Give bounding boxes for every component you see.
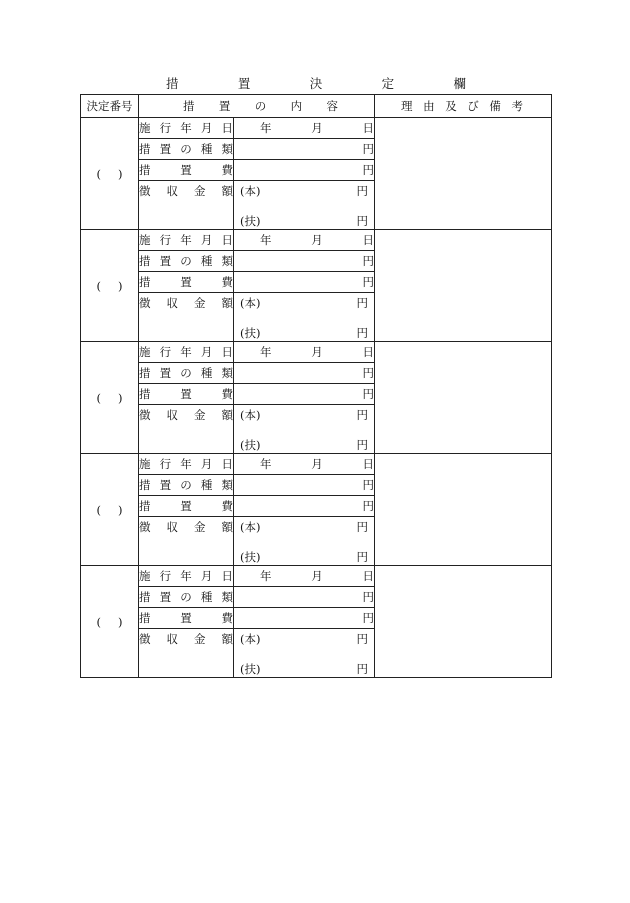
label-enforcement-date: 施 行 年 月 日: [139, 118, 234, 139]
month-unit: 月: [311, 121, 323, 135]
value-enforcement-date[interactable]: [234, 566, 375, 587]
header-char: 容: [326, 99, 338, 113]
label-collection-amount: 徴 収 金 額: [139, 405, 234, 454]
label-measure-type: 措 置 の 種 類: [139, 587, 234, 608]
day-unit: 日: [362, 345, 374, 359]
label-measure-cost: 措 置 費: [139, 272, 234, 293]
decision-number-parens: ( ): [96, 278, 123, 293]
title-char: 置: [237, 76, 251, 91]
header-char: 理: [401, 99, 413, 113]
year-unit: 年: [260, 121, 272, 135]
label-measure-type: 措 置 の 種 類: [139, 139, 234, 160]
reason-remarks-cell[interactable]: [375, 566, 552, 678]
decision-number-parens: ( ): [96, 390, 123, 405]
row-date: [81, 566, 552, 587]
support-label: (扶): [240, 550, 261, 564]
month-unit: 月: [311, 233, 323, 247]
value-collection-amount[interactable]: (本) 円 (扶) 円: [234, 629, 375, 678]
value-collection-amount[interactable]: (本) 円 (扶) 円: [234, 181, 375, 230]
decision-number-parens: ( ): [96, 502, 123, 517]
header-char: 置: [218, 99, 231, 113]
label-collection-amount: 徴 収 金 額: [139, 181, 234, 230]
label-collection-amount: 徴 収 金 額: [139, 293, 234, 342]
label-enforcement-date: 施 行 年 月 日: [139, 342, 234, 363]
value-measure-cost[interactable]: 円: [234, 384, 375, 405]
principal-label: (本): [240, 520, 261, 534]
label-collection-amount: 徴 収 金 額: [139, 517, 234, 566]
value-collection-amount[interactable]: (本) 円 (扶) 円: [234, 405, 375, 454]
month-unit: 月: [311, 569, 323, 583]
value-measure-type[interactable]: 円: [234, 587, 375, 608]
value-collection-amount[interactable]: (本) 円 (扶) 円: [234, 293, 375, 342]
row-date: [81, 342, 552, 363]
day-unit: 日: [362, 233, 374, 247]
header-char: び: [467, 99, 479, 113]
decision-number-cell[interactable]: [81, 342, 139, 454]
label-enforcement-date: 施 行 年 月 日: [139, 230, 234, 251]
label-measure-cost: 措 置 費: [139, 160, 234, 181]
value-collection-amount[interactable]: (本) 円 (扶) 円: [234, 517, 375, 566]
header-char: 措: [183, 99, 195, 113]
month-unit: 月: [311, 345, 323, 359]
value-enforcement-date[interactable]: [234, 454, 375, 475]
header-char: 考: [511, 99, 523, 113]
value-measure-cost[interactable]: 円: [234, 160, 375, 181]
value-measure-type[interactable]: 円: [234, 139, 375, 160]
decision-number-cell[interactable]: [81, 118, 139, 230]
label-enforcement-date: 施 行 年 月 日: [139, 454, 234, 475]
label-measure-cost: 措 置 費: [139, 608, 234, 629]
support-label: (扶): [240, 438, 261, 452]
label-measure-type: 措 置 の 種 類: [139, 251, 234, 272]
label-measure-type: 措 置 の 種 類: [139, 475, 234, 496]
support-label: (扶): [240, 326, 261, 340]
header-decision-no: 決定番号: [81, 95, 139, 118]
decision-number-cell[interactable]: [81, 566, 139, 678]
decision-number-parens: ( ): [96, 614, 123, 629]
principal-label: (本): [240, 632, 261, 646]
page-title: [80, 74, 550, 94]
principal-label: (本): [240, 408, 261, 422]
header-char: 内: [290, 99, 303, 113]
year-unit: 年: [260, 457, 272, 471]
row-date: [81, 118, 552, 139]
decision-table: [80, 94, 552, 678]
day-unit: 日: [362, 457, 374, 471]
value-measure-cost[interactable]: 円: [234, 608, 375, 629]
value-measure-type[interactable]: 円: [234, 475, 375, 496]
header-content: [139, 95, 375, 118]
header-char: 由: [423, 99, 435, 113]
principal-label: (本): [240, 296, 261, 310]
day-unit: 日: [362, 121, 374, 135]
title-char: 措: [166, 76, 179, 91]
support-label: (扶): [240, 214, 261, 228]
year-unit: 年: [260, 233, 272, 247]
reason-remarks-cell[interactable]: [375, 454, 552, 566]
decision-number-cell[interactable]: [81, 454, 139, 566]
label-enforcement-date: 施 行 年 月 日: [139, 566, 234, 587]
row-date: [81, 454, 552, 475]
title-char: 欄: [453, 76, 466, 91]
label-measure-cost: 措 置 費: [139, 496, 234, 517]
header-char: の: [254, 99, 267, 113]
title-char: 決: [309, 76, 323, 91]
year-unit: 年: [260, 345, 272, 359]
header-char: 及: [445, 99, 457, 113]
value-enforcement-date[interactable]: [234, 342, 375, 363]
label-measure-type: 措 置 の 種 類: [139, 363, 234, 384]
header-char: 備: [489, 99, 501, 113]
decision-number-cell[interactable]: [81, 230, 139, 342]
header-reason: [375, 95, 552, 118]
label-measure-cost: 措 置 費: [139, 384, 234, 405]
value-enforcement-date[interactable]: [234, 118, 375, 139]
value-measure-type[interactable]: 円: [234, 363, 375, 384]
value-measure-cost[interactable]: 円: [234, 496, 375, 517]
value-enforcement-date[interactable]: [234, 230, 375, 251]
row-date: [81, 230, 552, 251]
reason-remarks-cell[interactable]: [375, 230, 552, 342]
label-collection-amount: 徴 収 金 額: [139, 629, 234, 678]
value-measure-cost[interactable]: 円: [234, 272, 375, 293]
reason-remarks-cell[interactable]: [375, 342, 552, 454]
header-row: [81, 95, 552, 118]
support-label: (扶): [240, 662, 261, 676]
year-unit: 年: [260, 569, 272, 583]
principal-label: (本): [240, 184, 261, 198]
month-unit: 月: [311, 457, 323, 471]
decision-number-parens: ( ): [96, 166, 123, 181]
reason-remarks-cell[interactable]: [375, 118, 552, 230]
title-char: 定: [381, 76, 395, 91]
day-unit: 日: [362, 569, 374, 583]
value-measure-type[interactable]: 円: [234, 251, 375, 272]
